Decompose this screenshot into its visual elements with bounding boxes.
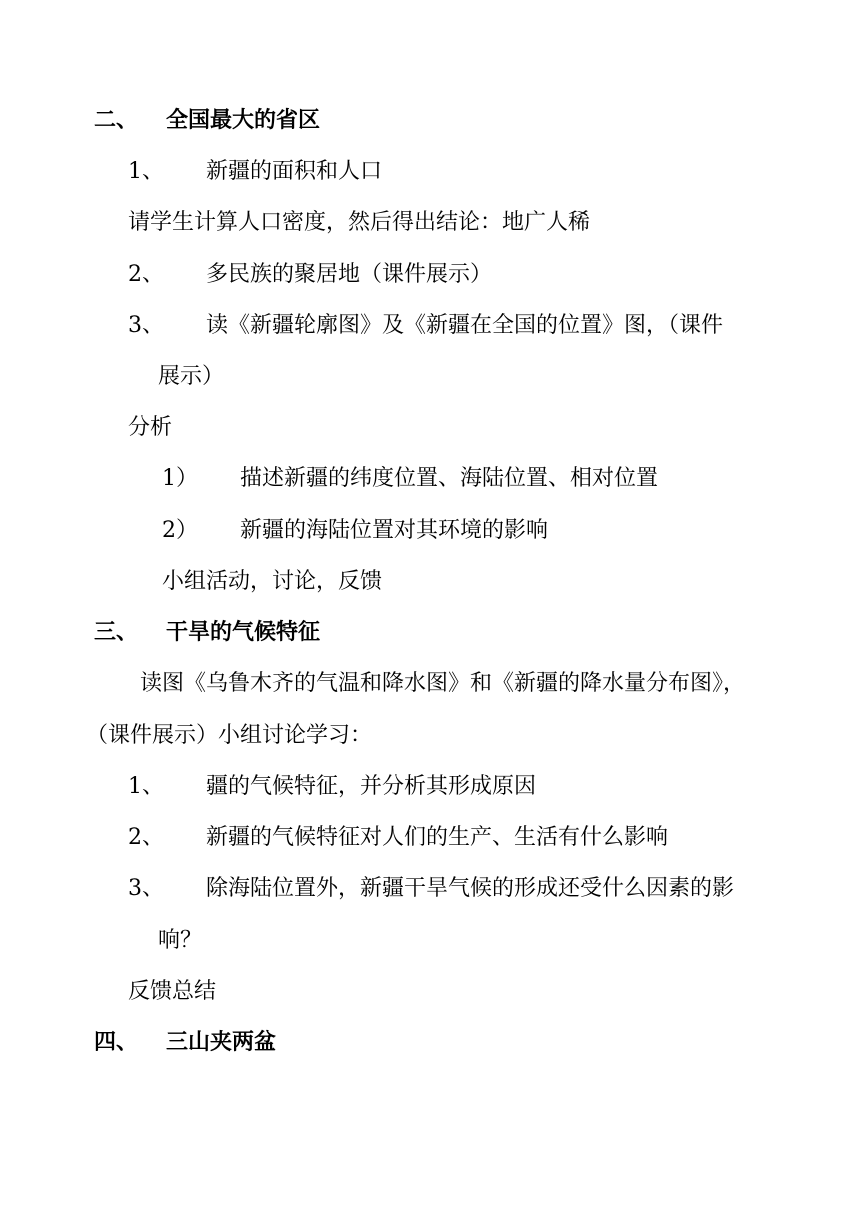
paragraph-text: 请学生计算人口密度，然后得出结论：地广人稀: [128, 210, 591, 235]
item-text: 除海陆位置外，新疆干旱气候的形成还受什么因素的影: [206, 876, 735, 901]
paragraph: [128, 977, 428, 1007]
list-item: [128, 157, 728, 187]
paragraph: [140, 669, 840, 699]
list-item: [128, 823, 748, 853]
paragraph: [128, 208, 768, 238]
paragraph-text: 反馈总结: [128, 979, 217, 1004]
item-number: 1）: [162, 466, 198, 491]
item-number: 1、: [128, 774, 164, 799]
list-item: [128, 772, 728, 802]
item-number: 2）: [162, 518, 198, 543]
item-number: 3、: [128, 876, 164, 901]
section-heading: [94, 1028, 494, 1058]
list-item: [128, 311, 778, 341]
item-number: 2、: [128, 262, 164, 287]
sub-list-item: [162, 464, 762, 494]
section-number: 三、: [94, 620, 139, 645]
continuation-text: （课件展示）小组讨论学习：: [86, 723, 373, 748]
item-number: 2、: [128, 825, 164, 850]
list-item: [128, 874, 778, 904]
section-title: 三山夹两盆: [166, 1030, 277, 1055]
continuation-text: 响？: [158, 928, 203, 953]
item-text: 新疆的气候特征对人们的生产、生活有什么影响: [206, 825, 669, 850]
paragraph-text: 读图《乌鲁木齐的气温和降水图》和《新疆的降水量分布图》，: [140, 671, 746, 696]
item-text: 新疆的海陆位置对其环境的影响: [240, 518, 549, 543]
section-number: 二、: [94, 108, 139, 133]
paragraph: [162, 567, 562, 597]
paragraph-text: 小组活动，讨论，反馈: [162, 569, 383, 594]
item-text: 描述新疆的纬度位置、海陆位置、相对位置: [240, 466, 659, 491]
paragraph-text: 分析: [128, 415, 173, 440]
item-text: 多民族的聚居地（课件展示）: [206, 262, 493, 287]
item-text: 读《新疆轮廓图》及《新疆在全国的位置》图，（课件: [206, 313, 724, 338]
paragraph-continuation: [86, 721, 586, 751]
item-continuation: [158, 362, 458, 392]
section-heading: [94, 106, 494, 136]
list-item: [128, 260, 728, 290]
paragraph: [128, 413, 428, 443]
section-number: 四、: [94, 1030, 139, 1055]
item-number: 3、: [128, 313, 164, 338]
item-continuation: [158, 926, 458, 956]
item-text: 疆的气候特征，并分析其形成原因: [206, 774, 537, 799]
item-number: 1、: [128, 159, 164, 184]
section-title: 全国最大的省区: [166, 108, 321, 133]
item-text: 新疆的面积和人口: [206, 159, 383, 184]
section-title: 干旱的气候特征: [166, 620, 321, 645]
sub-list-item: [162, 516, 762, 546]
section-heading: [94, 618, 494, 648]
continuation-text: 展示）: [158, 364, 225, 389]
